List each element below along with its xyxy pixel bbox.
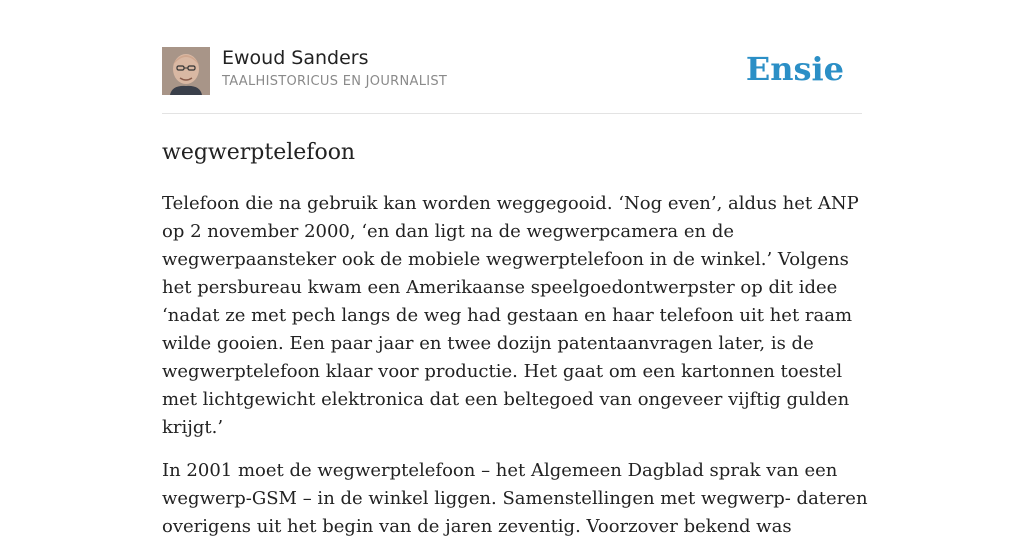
avatar[interactable] bbox=[162, 47, 210, 95]
entry-body bbox=[162, 190, 872, 556]
author-header bbox=[162, 46, 862, 96]
entry-paragraph: Telefoon die na gebruik kan worden weggegooid. ‘Nog even’, aldus het ANP op 2 november 2000, ‘en dan ligt na de wegwerpcamera en de wegwerpaansteker ook de mobiele wegwerptelefoon in de winkel.’ Volgens het persbureau kwam een Amerikaanse speelgoedontwerpster op dit idee ‘nadat ze met pech langs de weg had gestaan en haar telefoon uit het raam wilde gooien. Een paar jaar en twee dozijn patentaanvragen later, is de wegwerptelefoon klaar voor productie. Het gaat om een kartonnen toestel met lichtgewicht elektronica dat een beltegoed van ongeveer vijftig gulden krijgt.’ bbox=[162, 193, 859, 438]
author-name[interactable]: Ewoud Sanders bbox=[222, 47, 369, 69]
entry-paragraph: In 2001 moet de wegwerptelefoon – het Algemeen Dagblad sprak van een wegwerp-GSM – in de winkel liggen. Samenstellingen met wegwerp- dateren overigens uit het begin van de jaren zeventig. Voorzover bekend was bbox=[162, 460, 868, 537]
author-portrait-icon bbox=[162, 47, 210, 95]
header-divider bbox=[162, 113, 862, 114]
entry-title: wegwerptelefoon bbox=[162, 140, 356, 165]
author-role: TAALHISTORICUS EN JOURNALIST bbox=[222, 74, 448, 89]
brand-logo[interactable]: Ensie bbox=[745, 50, 844, 88]
